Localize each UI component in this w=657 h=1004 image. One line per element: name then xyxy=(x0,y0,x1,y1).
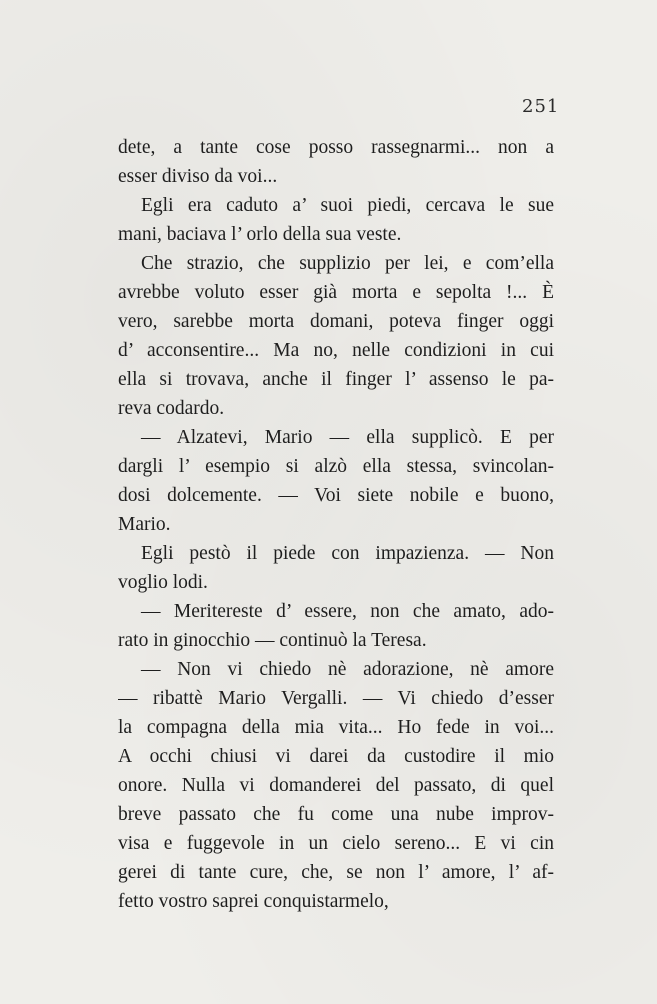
text-line: A occhi chiusi vi darei da custodire il mio xyxy=(118,746,554,767)
text-line: mani, baciava l’ orlo della sua veste. xyxy=(118,224,402,245)
text-line: onore. Nulla vi domanderei del passato, di quel xyxy=(118,775,554,796)
text-line: breve passato che fu come una nube improv- xyxy=(118,804,554,825)
text-line: — Alzatevi, Mario — ella supplicò. E per xyxy=(141,427,554,448)
text-line: avrebbe voluto esser già morta e sepolta !... È xyxy=(118,282,554,303)
text-line: reva codardo. xyxy=(118,398,225,419)
text-line: dosi dolcemente. — Voi siete nobile e buono, xyxy=(118,485,554,506)
text-line: ella si trovava, anche il finger l’ assenso le pa- xyxy=(118,369,554,390)
text-line: visa e fuggevole in un cielo sereno... E vi cin xyxy=(118,833,554,854)
text-line: gerei di tante cure, che, se non l’ amore, l’ af- xyxy=(118,862,554,883)
text-line: voglio lodi. xyxy=(118,572,208,593)
text-line: fetto vostro saprei conquistarmelo, xyxy=(118,891,389,912)
text-line: d’ acconsentire... Ma no, nelle condizioni in cui xyxy=(118,340,554,361)
text-line: Mario. xyxy=(118,514,171,535)
text-line: — Meritereste d’ essere, non che amato, ado- xyxy=(141,601,554,622)
text-line: rato in ginocchio — continuò la Teresa. xyxy=(118,630,427,651)
text-line: dete, a tante cose posso rassegnarmi... non a xyxy=(118,137,554,158)
text-line: — ribattè Mario Vergalli. — Vi chiedo d’esser xyxy=(118,688,554,709)
text-line: Che strazio, che supplizio per lei, e com’ella xyxy=(141,253,554,274)
body-text xyxy=(118,133,554,916)
text-line: la compagna della mia vita... Ho fede in voi... xyxy=(118,717,554,738)
text-line: Egli era caduto a’ suoi piedi, cercava le sue xyxy=(141,195,554,216)
text-line: Egli pestò il piede con impazienza. — Non xyxy=(141,543,554,564)
text-line: — Non vi chiedo nè adorazione, nè amore xyxy=(141,659,554,680)
page-number: 251 xyxy=(522,96,560,117)
text-line: vero, sarebbe morta domani, poteva finger oggi xyxy=(118,311,554,332)
text-line: dargli l’ esempio si alzò ella stessa, svincolan- xyxy=(118,456,554,477)
text-line: esser diviso da voi... xyxy=(118,166,278,187)
